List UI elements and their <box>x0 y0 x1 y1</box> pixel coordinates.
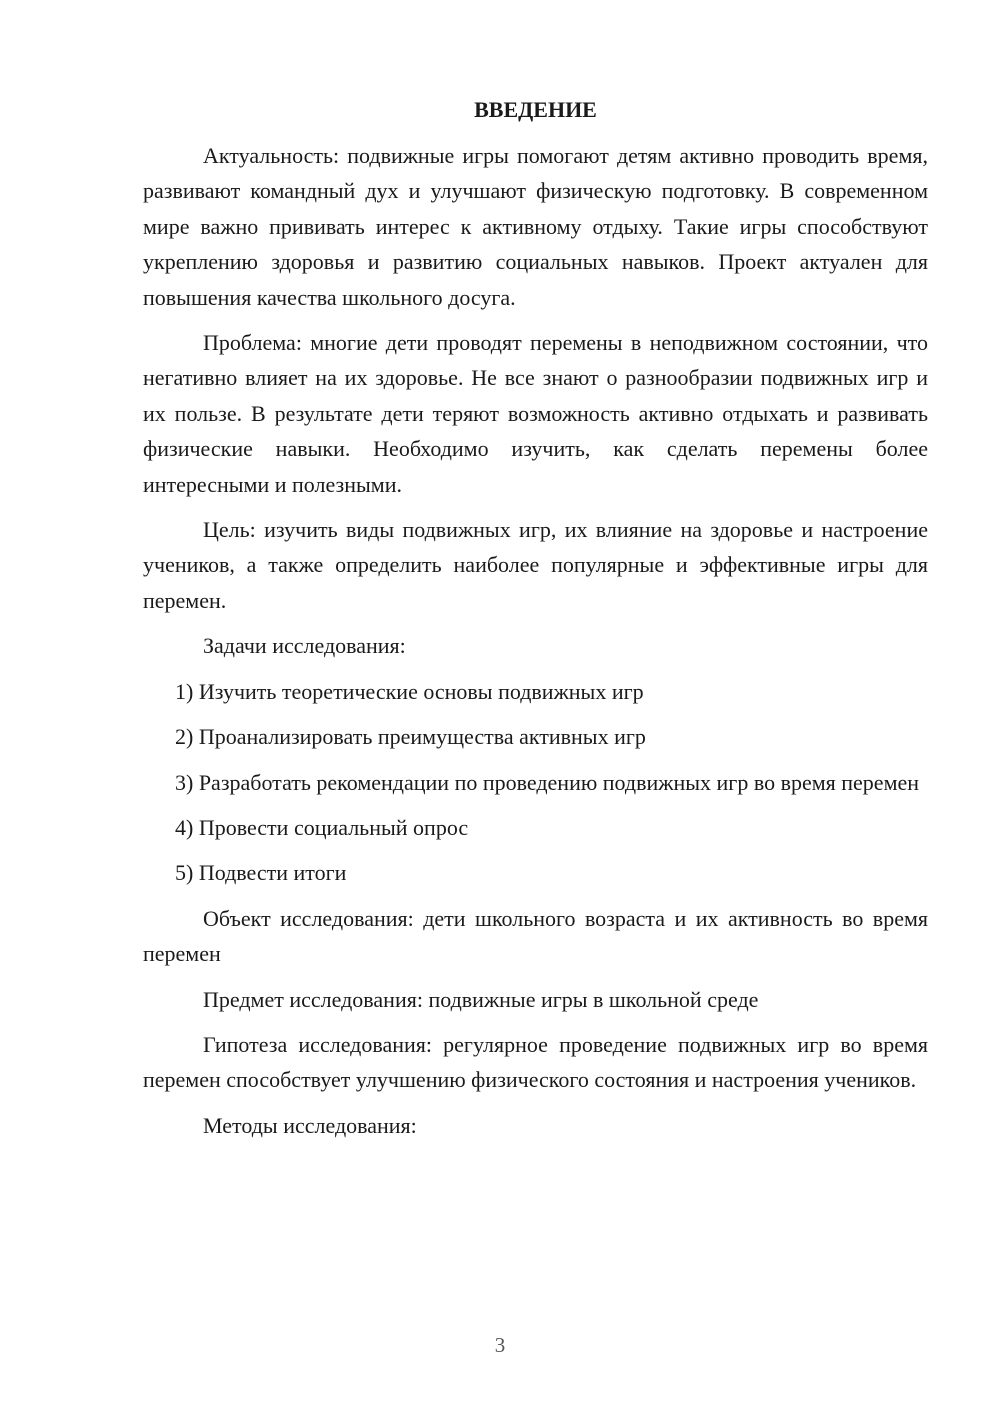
task-item: 3) Разработать рекомендации по проведению подвижных игр во время перемен <box>175 769 920 795</box>
document-page <box>143 94 928 1153</box>
problem-paragraph: Проблема: многие дети проводят перемены в неподвижном состоянии, что негативно влияет на их здоровье. Не все знают о разнообразии подвижных игр и их пользе. В результате дети теряют возможность активно отдыхать и развивать физические навыки. Необходимо изучить, как сделать перемены более интересными и полезными. <box>143 330 928 497</box>
relevance-paragraph: Актуальность: подвижные игры помогают детям активно проводить время, развивают командный дух и улучшают физическую подготовку. В современном мире важно прививать интерес к активному отдыху. Такие игры способствуют укреплению здоровья и развитию социальных навыков. Проект актуален для повышения качества школьного досуга. <box>143 143 928 310</box>
tasks-heading: Задачи исследования: <box>203 633 406 659</box>
page-number: 3 <box>494 1333 506 1357</box>
goal-paragraph: Цель: изучить виды подвижных игр, их влияние на здоровье и настроение учеников, а также определить наиболее популярные и эффективные игры для перемен. <box>143 517 928 613</box>
task-item: 1) Изучить теоретические основы подвижных игр <box>175 678 644 704</box>
research-hypothesis-paragraph: Гипотеза исследования: регулярное проведение подвижных игр во время перемен способствует улучшению физического состояния и настроения учеников. <box>143 1031 928 1093</box>
research-subject-paragraph: Предмет исследования: подвижные игры в школьной среде <box>203 986 759 1012</box>
task-item: 5) Подвести итоги <box>175 860 347 886</box>
task-item: 2) Проанализировать преимущества активных игр <box>175 724 646 750</box>
task-item: 4) Провести социальный опрос <box>175 814 469 840</box>
research-object-paragraph: Объект исследования: дети школьного возраста и их активность во время перемен <box>143 905 928 967</box>
research-methods-paragraph: Методы исследования: <box>203 1112 417 1138</box>
section-title: ВВЕДЕНИЕ <box>474 97 597 122</box>
